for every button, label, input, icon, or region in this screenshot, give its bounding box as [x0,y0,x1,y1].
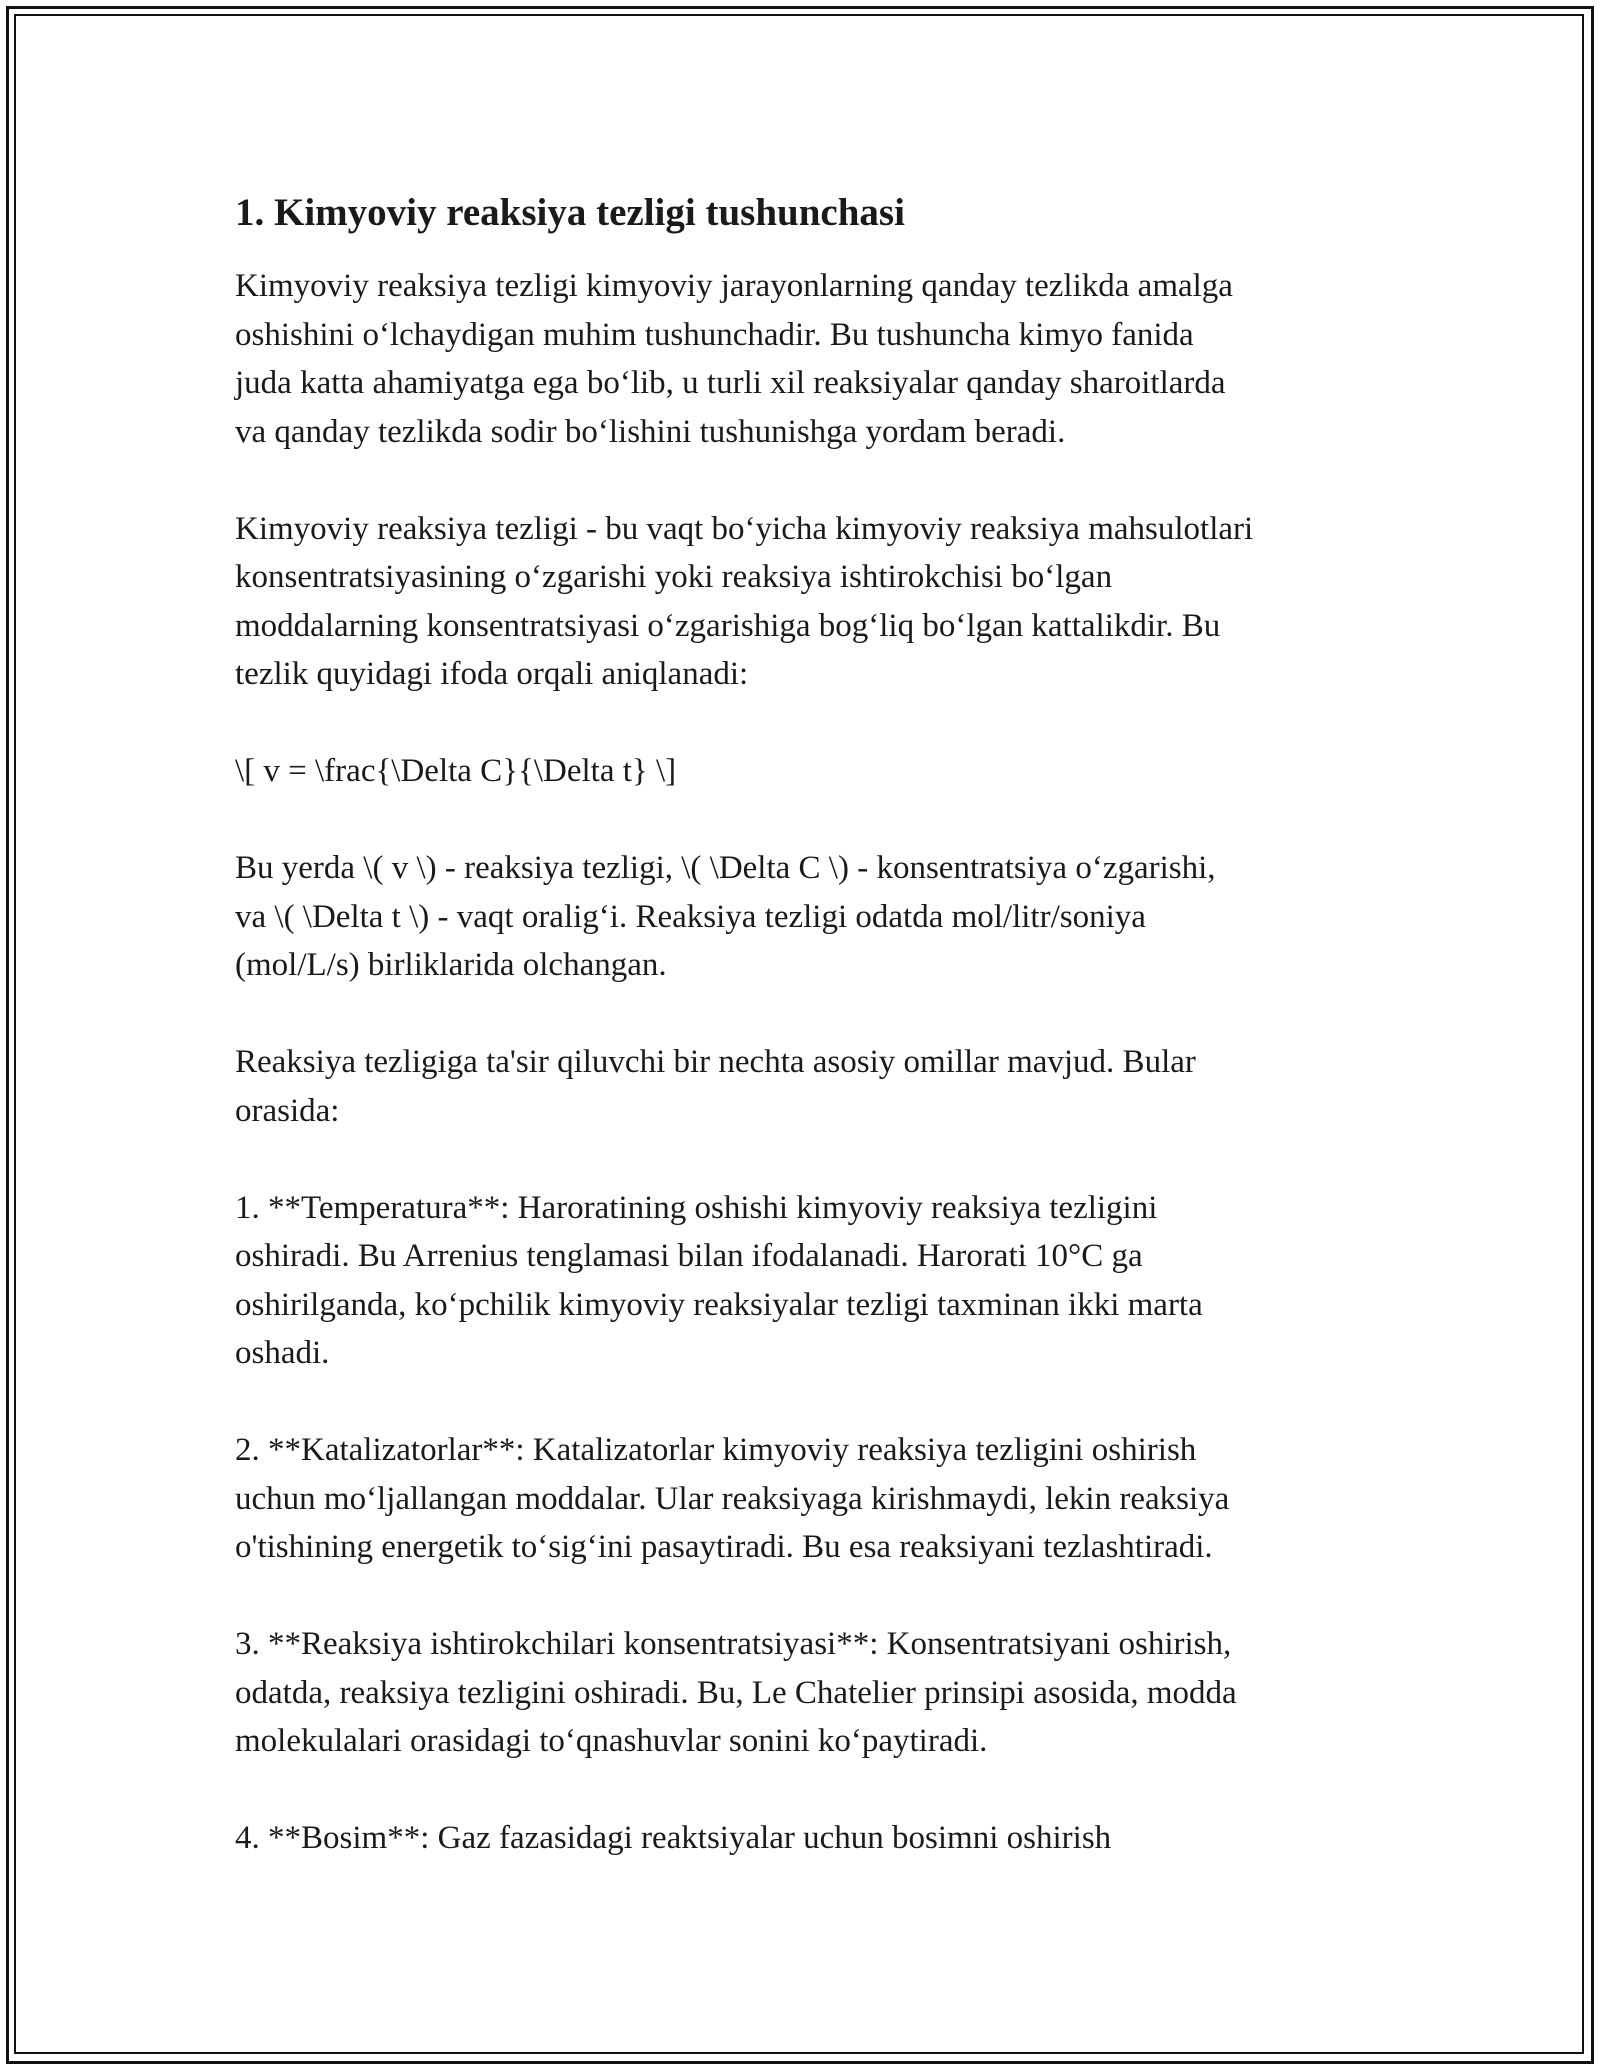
paragraph-line: Reaksiya tezligiga ta'sir qiluvchi bir nechta asosiy omillar mavjud. Bular [235,1044,1196,1080]
paragraph [235,1814,1415,1863]
section-heading: 1. Kimyoviy reaksiya tezligi tushunchasi [235,191,905,234]
paragraph-line: 3. **Reaksiya ishtirokchilari konsentratsiyasi**: Konsentratsiyani oshirish, [235,1626,1232,1662]
paragraph [235,262,1415,456]
paragraph-line: oshishini o‘lchaydigan muhim tushunchadir. Bu tushuncha kimyo fanida [235,316,1194,353]
paragraph-line: va \( \Delta t \) - vaqt oralig‘i. Reaksiya tezligi odatda mol/litr/soniya [235,898,1146,935]
document-page [235,186,1415,1863]
paragraph-line: o'tishining energetik to‘sig‘ini pasaytiradi. Bu esa reaksiyani tezlashtiradi. [235,1529,1213,1565]
paragraph-line: orasida: [235,1092,340,1129]
paragraph [235,747,1415,796]
paragraph-line: Kimyoviy reaksiya tezligi - bu vaqt bo‘yicha kimyoviy reaksiya mahsulotlari [235,510,1254,547]
paragraph [235,844,1415,990]
paragraph-line: tezlik quyidagi ifoda orqali aniqlanadi: [235,656,749,692]
paragraph-line: molekulalari orasidagi to‘qnashuvlar sonini ko‘paytiradi. [235,1723,988,1759]
paragraph-line: odatda, reaksiya tezligini oshiradi. Bu, Le Chatelier prinsipi asosida, modda [235,1674,1237,1711]
paragraph-line: Bu yerda \( v \) - reaksiya tezligi, \( \Delta C \) - konsentratsiya o‘zgarishi, [235,850,1216,886]
paragraph-line: juda katta ahamiyatga ega bo‘lib, u turli xil reaksiyalar qanday sharoitlarda [235,365,1226,401]
paragraph-line: oshiradi. Bu Arrenius tenglamasi bilan ifodalanadi. Harorati 10°C ga [235,1238,1143,1274]
paragraph-line: oshirilganda, ko‘pchilik kimyoviy reaksiyalar tezligi taxminan ikki marta [235,1286,1203,1323]
paragraph-line: (mol/L/s) birliklarida olchangan. [235,947,667,983]
paragraph-line: oshadi. [235,1335,330,1371]
paragraph-line: konsentratsiyasining o‘zgarishi yoki reaksiya ishtirokchisi bo‘lgan [235,559,1113,595]
document-body [235,262,1415,1863]
paragraph-line: uchun mo‘ljallangan moddalar. Ular reaksiyaga kirishmaydi, lekin reaksiya [235,1480,1230,1517]
paragraph-line: 4. **Bosim**: Gaz fazasidagi reaktsiyalar uchun bosimni oshirish [235,1820,1112,1856]
paragraph-line: Kimyoviy reaksiya tezligi kimyoviy jarayonlarning qanday tezlikda amalga [235,268,1233,304]
paragraph [235,1038,1415,1135]
paragraph [235,505,1415,699]
paragraph-line: \[ v = \frac{\Delta C}{\Delta t} \] [235,753,677,789]
paragraph-line: 1. **Temperatura**: Haroratining oshishi kimyoviy reaksiya tezligini [235,1189,1158,1226]
paragraph [235,1184,1415,1378]
paragraph [235,1426,1415,1572]
paragraph-line: moddalarning konsentratsiyasi o‘zgarishiga bog‘liq bo‘lgan kattalikdir. Bu [235,607,1221,644]
paragraph [235,1620,1415,1766]
paragraph-line: va qanday tezlikda sodir bo‘lishini tushunishga yordam beradi. [235,413,1066,450]
paragraph-line: 2. **Katalizatorlar**: Katalizatorlar kimyoviy reaksiya tezligini oshirish [235,1432,1197,1468]
